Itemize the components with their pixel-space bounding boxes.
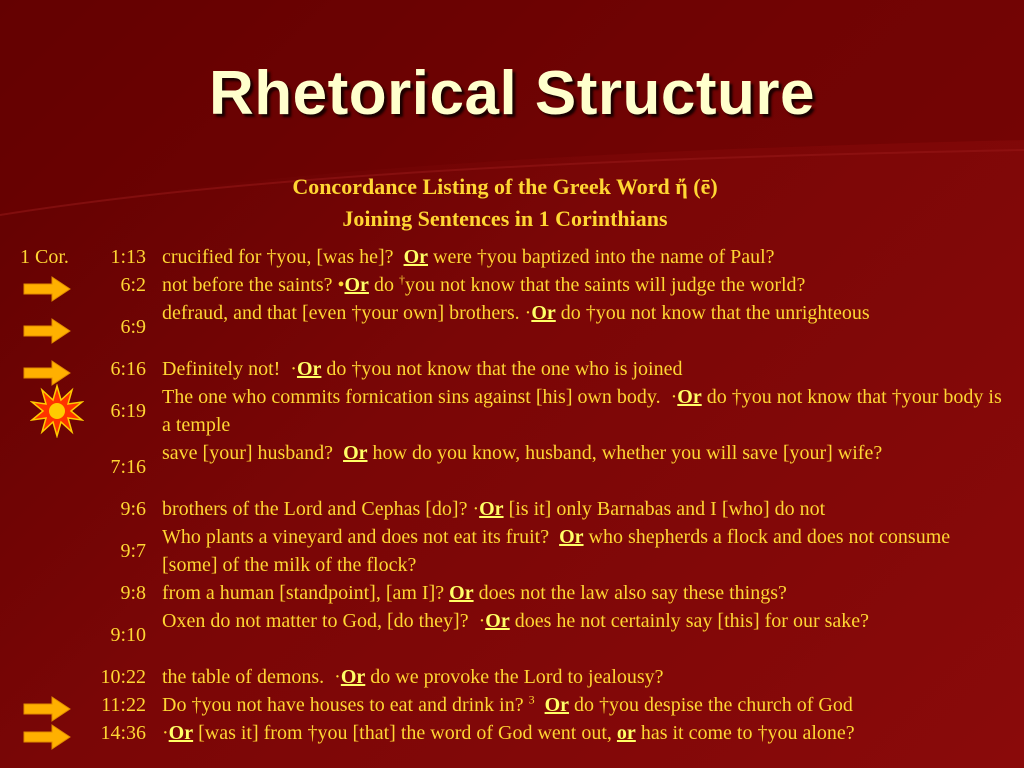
- verse-text: [162, 383, 1007, 439]
- concordance-row: [0, 439, 1024, 495]
- verse-text-segment: The one who commits fornication sins against [his] own body. ·: [162, 386, 678, 408]
- or-keyword: Or: [168, 722, 194, 744]
- concordance-list: [0, 243, 1024, 747]
- concordance-row: [0, 299, 1024, 355]
- explosion-burst-icon: [30, 384, 84, 446]
- verse-text-segment: do: [368, 274, 399, 296]
- verse-text-segment: who shepherds a flock and does not consume [some] of the milk of the flock?: [162, 526, 956, 576]
- verse-text-segment: do †you not know that †your body is a temple: [162, 386, 1007, 436]
- verse-text-segment: brothers of the Lord and Cephas [do]? ·: [162, 498, 480, 520]
- verse-reference: 6:2: [120, 274, 146, 296]
- verse-text: [162, 495, 1007, 523]
- or-keyword: Or: [343, 442, 368, 464]
- concordance-row: [0, 523, 1024, 579]
- concordance-row: [0, 495, 1024, 523]
- or-keyword: or: [616, 722, 636, 744]
- concordance-row: [0, 607, 1024, 663]
- verse-text-segment: do we provoke the Lord to jealousy?: [365, 666, 664, 688]
- verse-text-segment: has it come to †you alone?: [635, 722, 855, 744]
- verse-text-segment: [535, 694, 545, 716]
- verse-reference: 6:19: [110, 400, 146, 422]
- verse-text: [162, 439, 1007, 467]
- verse-reference: 7:16: [110, 456, 146, 478]
- verse-text-segment: how do you know, husband, whether you will save [your] wife?: [367, 442, 883, 464]
- verse-reference: 1:13: [110, 246, 146, 268]
- or-keyword: Or: [485, 610, 510, 632]
- concordance-row: [0, 271, 1024, 299]
- concordance-row: [0, 355, 1024, 383]
- verse-text-segment: were †you baptized into the name of Paul?: [428, 246, 775, 268]
- verse-reference: 14:36: [100, 722, 146, 744]
- verse-reference: 9:10: [110, 624, 146, 646]
- verse-text-segment: [was it] from †you [that] the word of God went out,: [193, 722, 617, 744]
- verse-text-segment: from a human [standpoint], [am I]?: [162, 582, 450, 604]
- verse-reference: 11:22: [101, 694, 146, 716]
- verse-reference: 9:6: [120, 498, 146, 520]
- verse-text: [162, 355, 1007, 383]
- concordance-row: [0, 719, 1024, 747]
- or-keyword: Or: [531, 302, 556, 324]
- verse-text-segment: you not know that the saints will judge the world?: [404, 274, 806, 296]
- or-keyword: Or: [449, 582, 474, 604]
- slide-title: Rhetorical Structure: [208, 59, 816, 128]
- verse-text: [162, 691, 1007, 719]
- or-keyword: Or: [403, 246, 428, 268]
- verse-text-segment: do †you not know that the unrighteous: [555, 302, 870, 324]
- verse-text-segment: [is it] only Barnabas and I [who] do not: [503, 498, 826, 520]
- right-arrow-icon: [22, 317, 72, 353]
- right-arrow-icon: [22, 723, 72, 759]
- verse-text-segment: save [your] husband?: [162, 442, 344, 464]
- verse-text: [162, 663, 1007, 691]
- verse-text-segment: do †you not know that the one who is joined: [321, 358, 683, 380]
- verse-text: [162, 243, 1007, 271]
- superscript-marker: 3: [528, 692, 535, 707]
- or-keyword: Or: [559, 526, 584, 548]
- subtitle-line-2: Joining Sentences in 1 Corinthians: [342, 206, 668, 231]
- verse-text-segment: Oxen do not matter to God, [do they]? ·: [162, 610, 486, 632]
- concordance-row: [0, 579, 1024, 607]
- verse-text-segment: Who plants a vineyard and does not eat its fruit?: [162, 526, 560, 548]
- superscript-marker: †: [398, 272, 405, 287]
- book-label: 1 Cor.: [20, 246, 69, 268]
- or-keyword: Or: [296, 358, 322, 380]
- verse-text-segment: does not the law also say these things?: [473, 582, 787, 604]
- verse-reference: 6:9: [120, 316, 146, 338]
- subtitle-line-1: Concordance Listing of the Greek Word ἤ (ē): [292, 174, 718, 199]
- verse-text: [162, 719, 1007, 747]
- concordance-row: [0, 243, 1024, 271]
- or-keyword: Or: [677, 386, 702, 408]
- concordance-row: [0, 383, 1024, 439]
- verse-reference: 10:22: [100, 666, 146, 688]
- verse-text-segment: not before the saints? •: [162, 274, 345, 296]
- verse-text-segment: does he not certainly say [this] for our sake?: [509, 610, 870, 632]
- verse-text-segment: crucified for †you, [was he]?: [162, 246, 404, 268]
- verse-reference: 9:8: [120, 582, 146, 604]
- verse-text: [162, 607, 1007, 635]
- verse-reference: 6:16: [110, 358, 146, 380]
- concordance-row: [0, 691, 1024, 719]
- or-keyword: Or: [344, 274, 369, 296]
- concordance-row: [0, 663, 1024, 691]
- verse-text-segment: the table of demons. ·: [162, 666, 341, 688]
- verse-text-segment: ·: [162, 722, 169, 744]
- verse-text-segment: defraud, and that [even †your own] brothers. ·: [162, 302, 532, 324]
- or-keyword: Or: [479, 498, 504, 520]
- verse-text: [162, 271, 1007, 299]
- or-keyword: Or: [340, 666, 366, 688]
- verse-text: [162, 299, 1007, 327]
- verse-text-segment: Do †you not have houses to eat and drink in?: [162, 694, 529, 716]
- verse-reference: 9:7: [120, 540, 146, 562]
- verse-text: [162, 523, 1007, 579]
- or-keyword: Or: [544, 694, 570, 716]
- verse-text: [162, 579, 1007, 607]
- verse-text-segment: do †you despise the church of God: [569, 694, 853, 716]
- verse-text-segment: Definitely not! ·: [162, 358, 297, 380]
